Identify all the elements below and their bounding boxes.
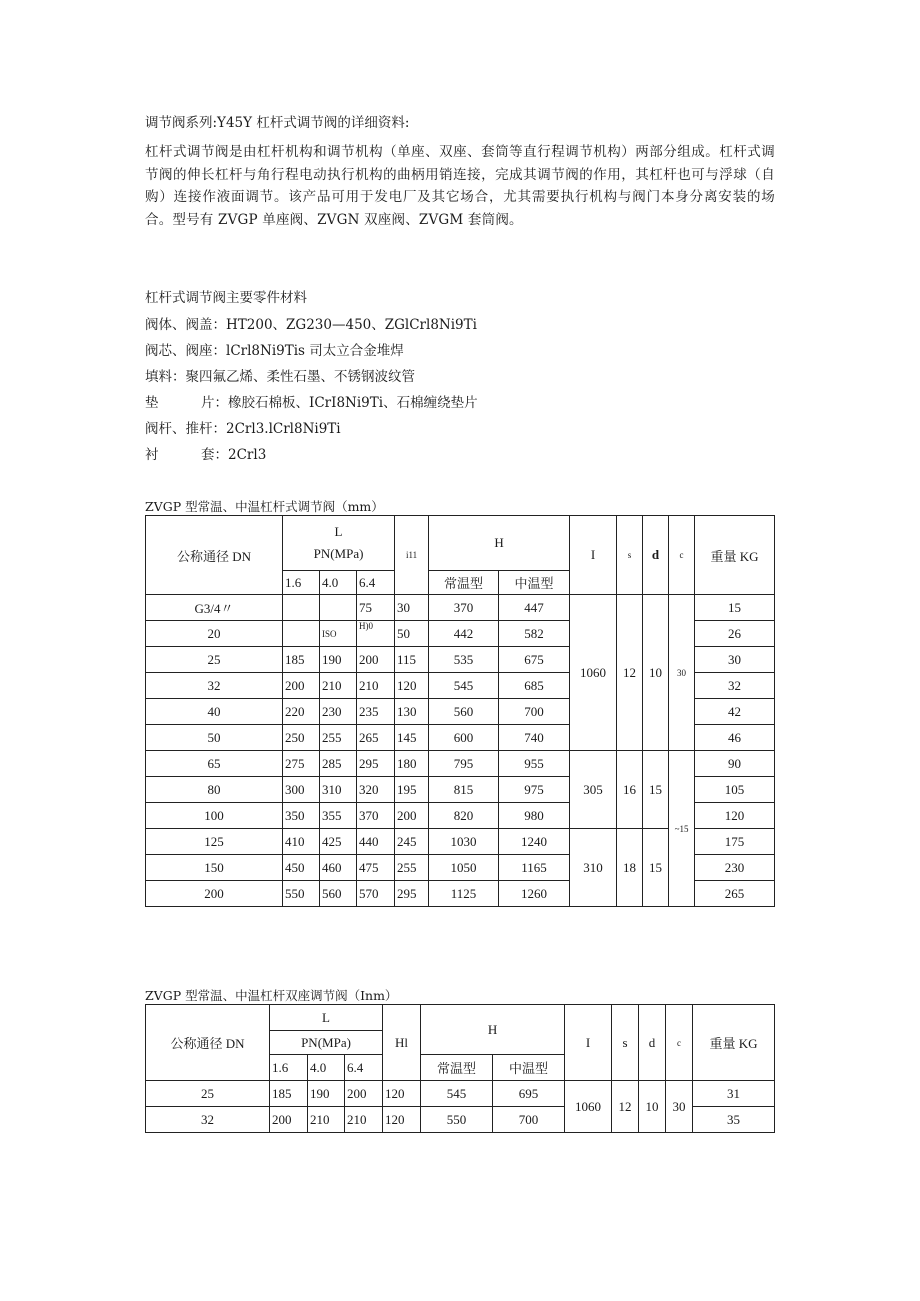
header-pn-1: 1.6 [270,1055,308,1081]
cell-pn40: 355 [320,803,357,829]
materials-title: 杠杆式调节阀主要零件材料 [145,290,307,306]
cell-weight: 42 [695,699,775,725]
cell-pn40: 460 [320,855,357,881]
header-weight: 重量 KG [695,516,775,595]
header-c: c [669,516,695,595]
cell-pn64: 440 [357,829,395,855]
cell-weight: 105 [695,777,775,803]
cell-mid: 695 [493,1081,565,1107]
cell-weight: 32 [695,673,775,699]
header-i: I [565,1005,612,1081]
cell-mid: 740 [499,725,570,751]
header-h1: i11 [395,516,429,595]
cell-pn64: 295 [357,751,395,777]
cell-pn16 [283,621,320,647]
cell-pn64: 210 [345,1107,383,1133]
cell-h1: 255 [395,855,429,881]
material-item [145,341,404,361]
cell-s: 16 [617,751,643,829]
cell-h1: 295 [395,881,429,907]
cell-pn40: 190 [308,1081,345,1107]
header-normal: 常温型 [421,1055,493,1081]
cell-pn40: 425 [320,829,357,855]
material-item [145,393,478,413]
cell-pn40: 310 [320,777,357,803]
cell-i: 1060 [565,1081,612,1133]
material-value: lCrl8Ni9Tis 司太立合金堆焊 [226,343,404,359]
cell-weight: 30 [695,647,775,673]
cell-normal: 815 [429,777,499,803]
cell-pn64: 75 [357,595,395,621]
cell-mid: 1260 [499,881,570,907]
cell-weight: 175 [695,829,775,855]
header-mid: 中温型 [499,571,570,595]
header-l: L [334,524,343,539]
cell-mid: 980 [499,803,570,829]
cell-dn: 65 [146,751,283,777]
header-pn-1: 1.6 [283,571,320,595]
header-normal: 常温型 [429,571,499,595]
cell-pn64: 200 [357,647,395,673]
cell-dn: 50 [146,725,283,751]
cell-pn16: 300 [283,777,320,803]
cell-pn64: 265 [357,725,395,751]
cell-pn40: 190 [320,647,357,673]
material-value: 2Crl3 [228,447,267,463]
cell-d: 15 [643,829,669,907]
material-item [145,315,477,335]
cell-d: 10 [639,1081,666,1133]
material-value: 橡胶石棉板、ICrI8Ni9Ti、石棉缠绕垫片 [228,395,478,411]
header-dn: 公称通径 DN [146,516,283,595]
material-item [145,367,415,387]
header-d: d [643,516,669,595]
cell-pn16: 275 [283,751,320,777]
cell-pn40: 230 [320,699,357,725]
cell-h1: 50 [395,621,429,647]
cell-mid: 700 [499,699,570,725]
material-label: 垫 [145,395,159,411]
material-value: 2Crl3.lCrl8Ni9Ti [226,421,341,437]
cell-weight: 35 [693,1107,775,1133]
cell-dn: 125 [146,829,283,855]
cell-pn16: 220 [283,699,320,725]
table1-caption: ZVGP 型常温、中温杠杆式调节阀（mm） [145,499,384,514]
cell-normal: 545 [421,1081,493,1107]
cell-dn: 150 [146,855,283,881]
cell-normal: 442 [429,621,499,647]
header-pn-3: 6.4 [345,1055,383,1081]
cell-weight: 230 [695,855,775,881]
cell-pn16: 350 [283,803,320,829]
header-i: I [570,516,617,595]
page-heading: 调节阀系列:Y45Y 杠杆式调节阀的详细资料: [145,115,410,131]
header-mid: 中温型 [493,1055,565,1081]
cell-s: 12 [617,595,643,751]
cell-pn40: ISO [320,621,357,647]
header-h1: Hl [383,1005,421,1081]
cell-mid: 685 [499,673,570,699]
cell-dn: 80 [146,777,283,803]
cell-pn40: 210 [308,1107,345,1133]
cell-mid: 1165 [499,855,570,881]
cell-weight: 31 [693,1081,775,1107]
cell-c: 30 [669,595,695,751]
header-weight: 重量 KG [693,1005,775,1081]
cell-h1: 145 [395,725,429,751]
cell-pn64: H)0 [357,621,395,647]
material-item [145,419,341,439]
cell-dn: 100 [146,803,283,829]
cell-pn16: 200 [270,1107,308,1133]
table-row [146,751,775,777]
cell-i: 310 [570,829,617,907]
header-dn: 公称通径 DN [146,1005,270,1081]
cell-pn64: 370 [357,803,395,829]
cell-h1: 30 [395,595,429,621]
cell-dn: 32 [146,1107,270,1133]
cell-pn16 [283,595,320,621]
cell-normal: 820 [429,803,499,829]
cell-h1: 120 [395,673,429,699]
cell-normal: 795 [429,751,499,777]
cell-pn40: 560 [320,881,357,907]
header-l: L [270,1005,383,1031]
table1 [145,515,775,907]
header-pn: PN(MPa) [270,1031,383,1055]
cell-weight: 90 [695,751,775,777]
cell-normal: 1050 [429,855,499,881]
material-label: 片： [201,395,228,411]
cell-h1: 115 [395,647,429,673]
material-value: 聚四氟乙烯、柔性石墨、不锈钢波纹管 [185,369,415,385]
intro-paragraph: 杠杆式调节阀是由杠杆机构和调节机构（单座、双座、套筒等直行程调节机构）两部分组成。杠杆式调节阀的伸长杠杆与角行程电动执行机构的曲柄用销连接，完成其调节阀的作用，其杠杆也可与浮球（自购）连接作液面调节。该产品可用于发电厂及其它场合，尤其需要执行机构与阀门本身分离安装的场合。型号有 ZVGP 单座阀、ZVGN 双座阀、ZVGM 套筒阀。 [145,144,775,228]
cell-normal: 600 [429,725,499,751]
cell-pn16: 185 [270,1081,308,1107]
table-row [146,595,775,621]
header-pn: PN(MPa) [313,546,364,561]
cell-pn64: 475 [357,855,395,881]
cell-pn64: 570 [357,881,395,907]
material-label: 衬 [145,447,159,463]
cell-pn16: 185 [283,647,320,673]
cell-h1: 180 [395,751,429,777]
cell-h1: 130 [395,699,429,725]
cell-h1: 195 [395,777,429,803]
cell-pn16: 550 [283,881,320,907]
cell-mid: 675 [499,647,570,673]
cell-pn64: 210 [357,673,395,699]
header-l-pn [283,516,395,571]
cell-normal: 545 [429,673,499,699]
cell-h1: 200 [395,803,429,829]
cell-dn: 25 [146,1081,270,1107]
cell-normal: 535 [429,647,499,673]
cell-d: 10 [643,595,669,751]
cell-pn40: 210 [320,673,357,699]
cell-normal: 1125 [429,881,499,907]
cell-dn: 20 [146,621,283,647]
cell-normal: 370 [429,595,499,621]
header-pn-2: 4.0 [308,1055,345,1081]
cell-pn64: 320 [357,777,395,803]
cell-weight: 265 [695,881,775,907]
cell-pn16: 250 [283,725,320,751]
cell-normal: 560 [429,699,499,725]
cell-dn: 40 [146,699,283,725]
material-item [145,445,266,465]
cell-dn: G3/4〃 [146,595,283,621]
cell-s: 18 [617,829,643,907]
cell-c: ~15 [669,751,695,907]
header-pn-3: 6.4 [357,571,395,595]
table-row [146,1081,775,1107]
cell-i: 1060 [570,595,617,751]
cell-c: 30 [666,1081,693,1133]
cell-i: 305 [570,751,617,829]
material-label: 阀芯、阀座： [145,343,226,359]
cell-dn: 32 [146,673,283,699]
header-d: d [639,1005,666,1081]
cell-mid: 582 [499,621,570,647]
header-s: s [617,516,643,595]
material-label: 填料： [145,369,186,385]
cell-pn64: 235 [357,699,395,725]
cell-weight: 120 [695,803,775,829]
cell-d: 15 [643,751,669,829]
material-label: 阀体、阀盖： [145,317,226,333]
cell-mid: 700 [493,1107,565,1133]
cell-pn16: 450 [283,855,320,881]
cell-weight: 15 [695,595,775,621]
cell-dn: 200 [146,881,283,907]
header-c: c [666,1005,693,1081]
header-h: H [421,1005,565,1055]
cell-pn16: 410 [283,829,320,855]
cell-pn40: 255 [320,725,357,751]
cell-s: 12 [612,1081,639,1133]
cell-h1: 245 [395,829,429,855]
material-label: 阀杆、推杆： [145,421,226,437]
cell-normal: 1030 [429,829,499,855]
table2-caption: ZVGP 型常温、中温杠杆双座调节阀（Inm） [145,988,398,1003]
table2 [145,1004,775,1133]
cell-pn16: 200 [283,673,320,699]
cell-dn: 25 [146,647,283,673]
cell-mid: 955 [499,751,570,777]
cell-weight: 46 [695,725,775,751]
cell-mid: 1240 [499,829,570,855]
header-h: H [429,516,570,571]
cell-weight: 26 [695,621,775,647]
cell-pn64: 200 [345,1081,383,1107]
material-value: HT200、ZG230—450、ZGlCrl8Ni9Ti [226,317,477,333]
cell-pn40 [320,595,357,621]
material-label: 套： [201,447,228,463]
header-s: s [612,1005,639,1081]
cell-pn40: 285 [320,751,357,777]
cell-mid: 975 [499,777,570,803]
cell-mid: 447 [499,595,570,621]
cell-normal: 550 [421,1107,493,1133]
header-pn-2: 4.0 [320,571,357,595]
cell-h1: 120 [383,1081,421,1107]
cell-h1: 120 [383,1107,421,1133]
